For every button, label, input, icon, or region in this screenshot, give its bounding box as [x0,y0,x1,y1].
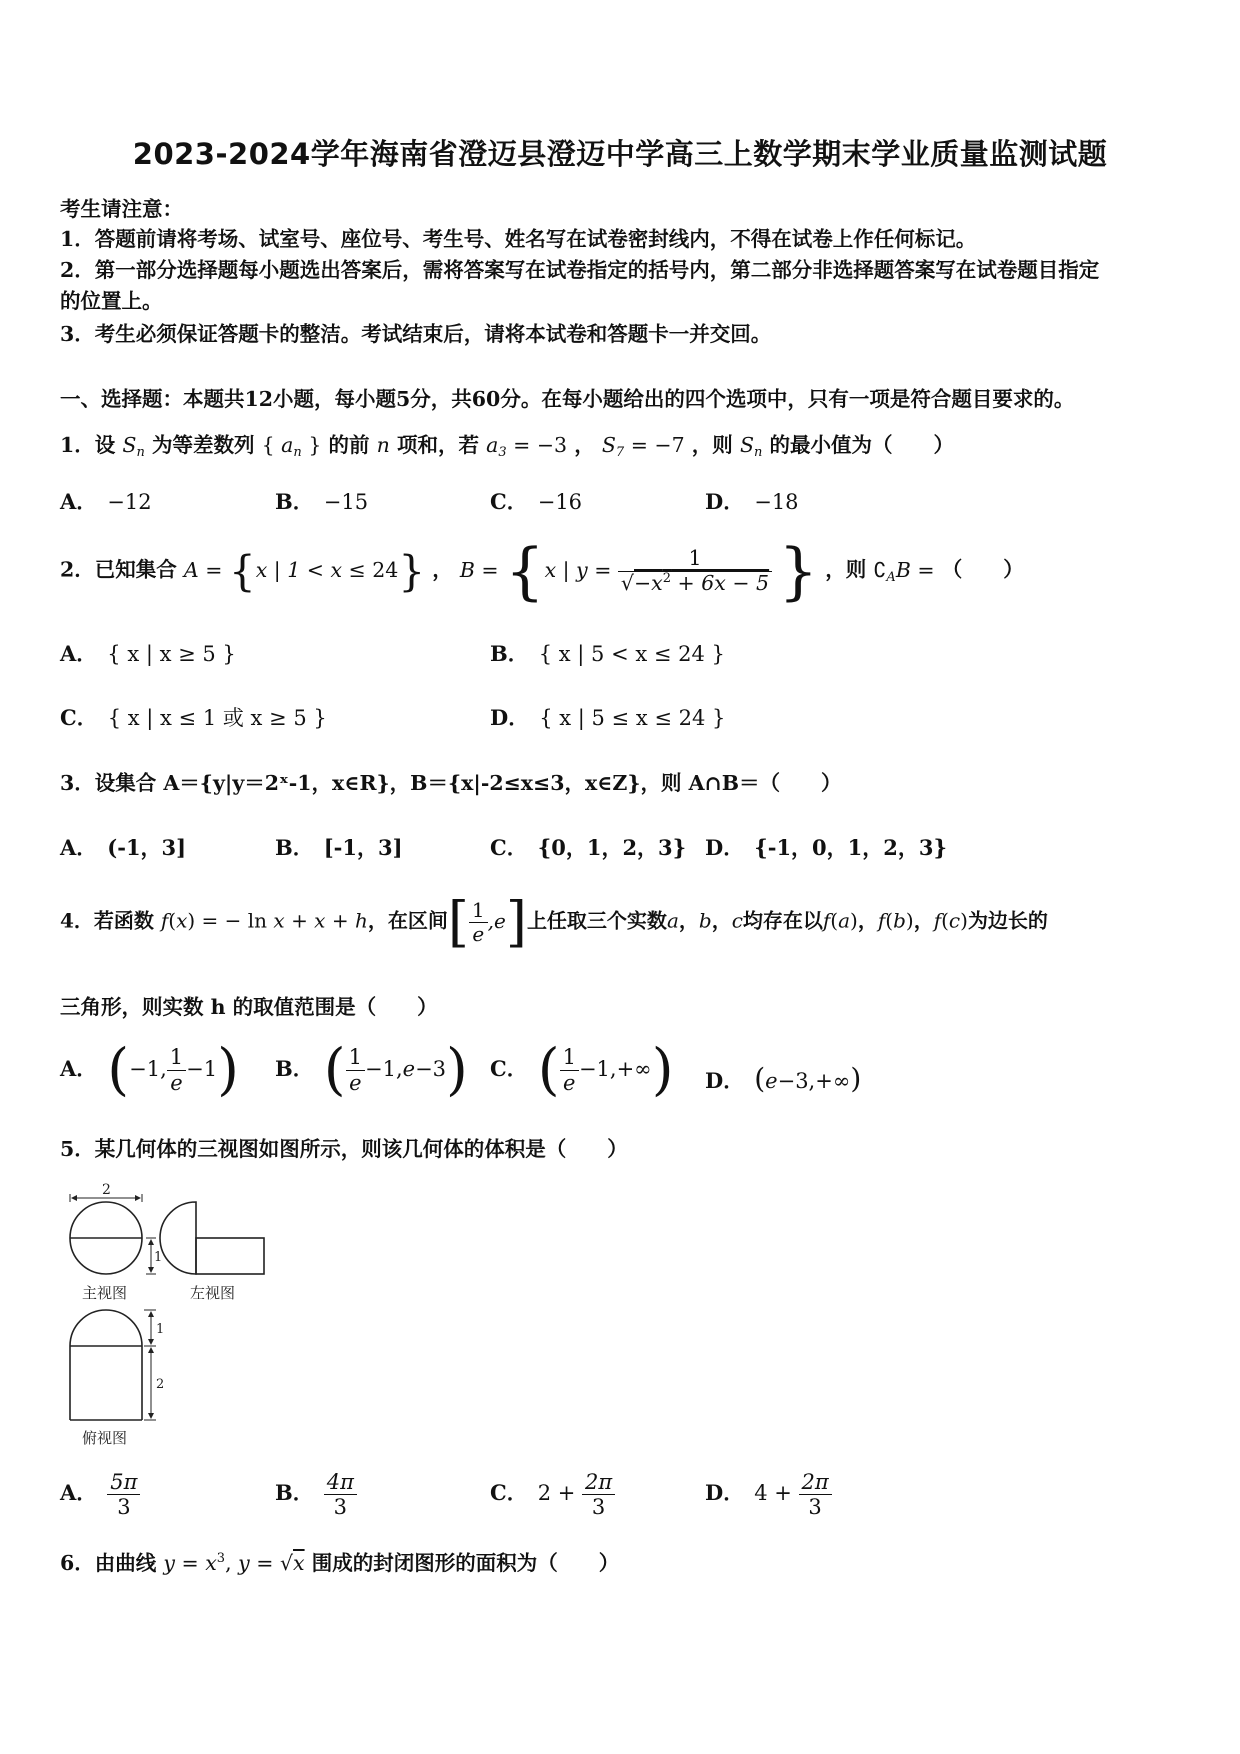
notice-heading: 考生请注意： [60,197,183,221]
q4-option-b: B． ( $\frac{1}{e}$ −1,e−3) [275,1037,468,1102]
q2-text-3: ，则 [825,557,867,582]
q1-math-s7: $S_7 = -7$ [601,433,685,460]
q2-option-a: A． { x | x ≥ 5 } [60,641,236,666]
q1-text-1: 1．设 [60,433,116,457]
front-view-label: 主视图 [82,1284,128,1302]
q3-option-c: C． {0，1，2，3} [490,835,687,860]
q5-option-d: D． 4 + $\frac{2\pi}{3}$ [705,1470,832,1519]
question-5: 5．某几何体的三视图如图所示，则该几何体的体积是（ ） [60,1137,628,1161]
question-3: 3．设集合 A＝{y|y＝2ˣ-1，x∈R}，B＝{x|-2≤x≤3，x∈Z}，则 A∩B＝（ ） [60,771,842,795]
side-view [160,1202,264,1274]
q4-line-2: 三角形，则实数 h 的取值范围是（ ） [60,995,438,1019]
q3-option-b: B． [-1，3] [275,835,403,860]
q2-complement: $∁_AB$ = [873,557,935,585]
q1-text-3: 的前 [328,433,370,457]
q2-set-a: A = {x | 1 < x ≤ 24} [183,546,426,595]
q4-option-a: A． (−1, $\frac{1}{e}$ −1) [60,1037,239,1102]
top-view-label: 俯视图 [82,1429,128,1447]
q3-option-d: D． {-1，0，1，2，3} [705,835,948,860]
q6-text-2: 围成的封闭图形的面积为（ ） [311,1551,620,1575]
side-view-label: 左视图 [190,1284,236,1302]
q5-option-b: B． $\frac{4\pi}{3}$ [275,1470,357,1519]
q1-text-2: 为等差数列 [151,433,255,457]
notice-item-3: 3．考生必须保证答题卡的整洁。考试结束后，请将本试卷和答题卡一并交回。 [60,322,772,346]
q2-set-b: B = {x | y = $\frac{1}{√-x^2 + 6x - 5}$ } [459,534,819,607]
q1-text-6: ，则 [691,433,733,457]
dim-one-label: 1 [156,1322,165,1337]
q5-option-a: A． $\frac{5\pi}{3}$ [60,1470,140,1519]
notice-item-2-cont: 的位置上。 [60,289,163,313]
q6-text-1: 6．由曲线 [60,1551,157,1575]
q2-text-2: ， [432,557,453,582]
q4-text-2: ，在区间 [367,908,448,933]
q2-option-d: D． { x | 5 ≤ x ≤ 24 } [490,705,726,730]
q1-option-b: B． −15 [275,489,369,514]
question-1 [60,428,954,460]
q1-option-d: D． −18 [705,489,799,514]
dim-two-label: 2 [156,1377,165,1392]
q1-option-c: C． −16 [490,489,583,514]
q2-option-b: B． { x | 5 < x ≤ 24 } [490,641,725,666]
notice-item-2: 2．第一部分选择题每小题选出答案后，需将答案写在试卷指定的括号内，第二部分非选择题答案写在试卷题目指定 [60,258,1100,282]
q4-text-6: 均存在以 [742,908,823,933]
front-view [70,1194,156,1274]
q4-text-1: 4．若函数 [60,908,154,933]
q4-text-9: 为边长的 [967,908,1048,933]
q4-interval: [ $\frac{1}{e}$ ,e] [447,890,527,953]
question-6 [60,1546,619,1576]
three-view-diagram [60,1180,290,1450]
q1-math-n: n [376,433,390,457]
q4-text-5: ， [711,908,732,933]
question-4: 4．若函数 f(x) = − ln x + x + h，在区间[ $\frac{1}{e}$ ,e]上任取三个实数a，b，c均存在以f(a)，f(b)，f(c)为边长的 [60,890,1048,953]
q4-text-4: ， [678,908,699,933]
q1-text-4: 项和，若 [396,433,479,457]
page-title: 2023-2024学年海南省澄迈县澄迈中学高三上数学期末学业质量监测试题 [132,137,1108,171]
top-view [70,1310,156,1420]
q1-math-sn: $S_n$ [122,433,145,460]
q1-option-a: A． −12 [60,489,152,514]
q4-function: f(x) = − ln x + x + h [160,908,368,933]
q1-math-sn2: $S_n$ [739,433,763,460]
q4-option-d: D． (e−3,+∞) [705,1062,862,1095]
section-heading: 一、选择题：本题共12小题，每小题5分，共60分。在每小题给出的四个选项中，只有一项是符合题目要求的。 [60,387,1075,411]
q1-math-a3: $a_3 = -3$ [486,433,568,460]
q4-option-c: C． ( $\frac{1}{e}$ −1,+∞) [490,1037,674,1102]
q4-text-7: ， [857,908,878,933]
q2-text-4: （ ） [941,557,1024,582]
dim-small-label: 1 [154,1250,163,1265]
q4-text-8: ， [913,908,934,933]
notice-item-1: 1．答题前请将考场、试室号、座位号、考生号、姓名写在试卷密封线内，不得在试卷上作任何标记。 [60,227,977,251]
q5-option-c: C． 2 + $\frac{2\pi}{3}$ [490,1470,615,1519]
q3-option-a: A． (-1，3] [60,835,187,860]
dim-width-label: 2 [102,1182,111,1198]
question-2 [60,534,1024,607]
q1-text-7: 的最小值为（ ） [769,433,954,457]
q1-math-seq: { $a_n$ } [261,433,322,460]
q1-text-5: ， [574,433,595,457]
q4-text-3: 上任取三个实数 [526,908,667,933]
q2-text-1: 2．已知集合 [60,557,177,582]
q2-option-c: C． { x | x ≤ 1 或 x ≥ 5 } [60,705,327,730]
q6-curves: $y = x^3$, y = √x [163,1551,305,1575]
